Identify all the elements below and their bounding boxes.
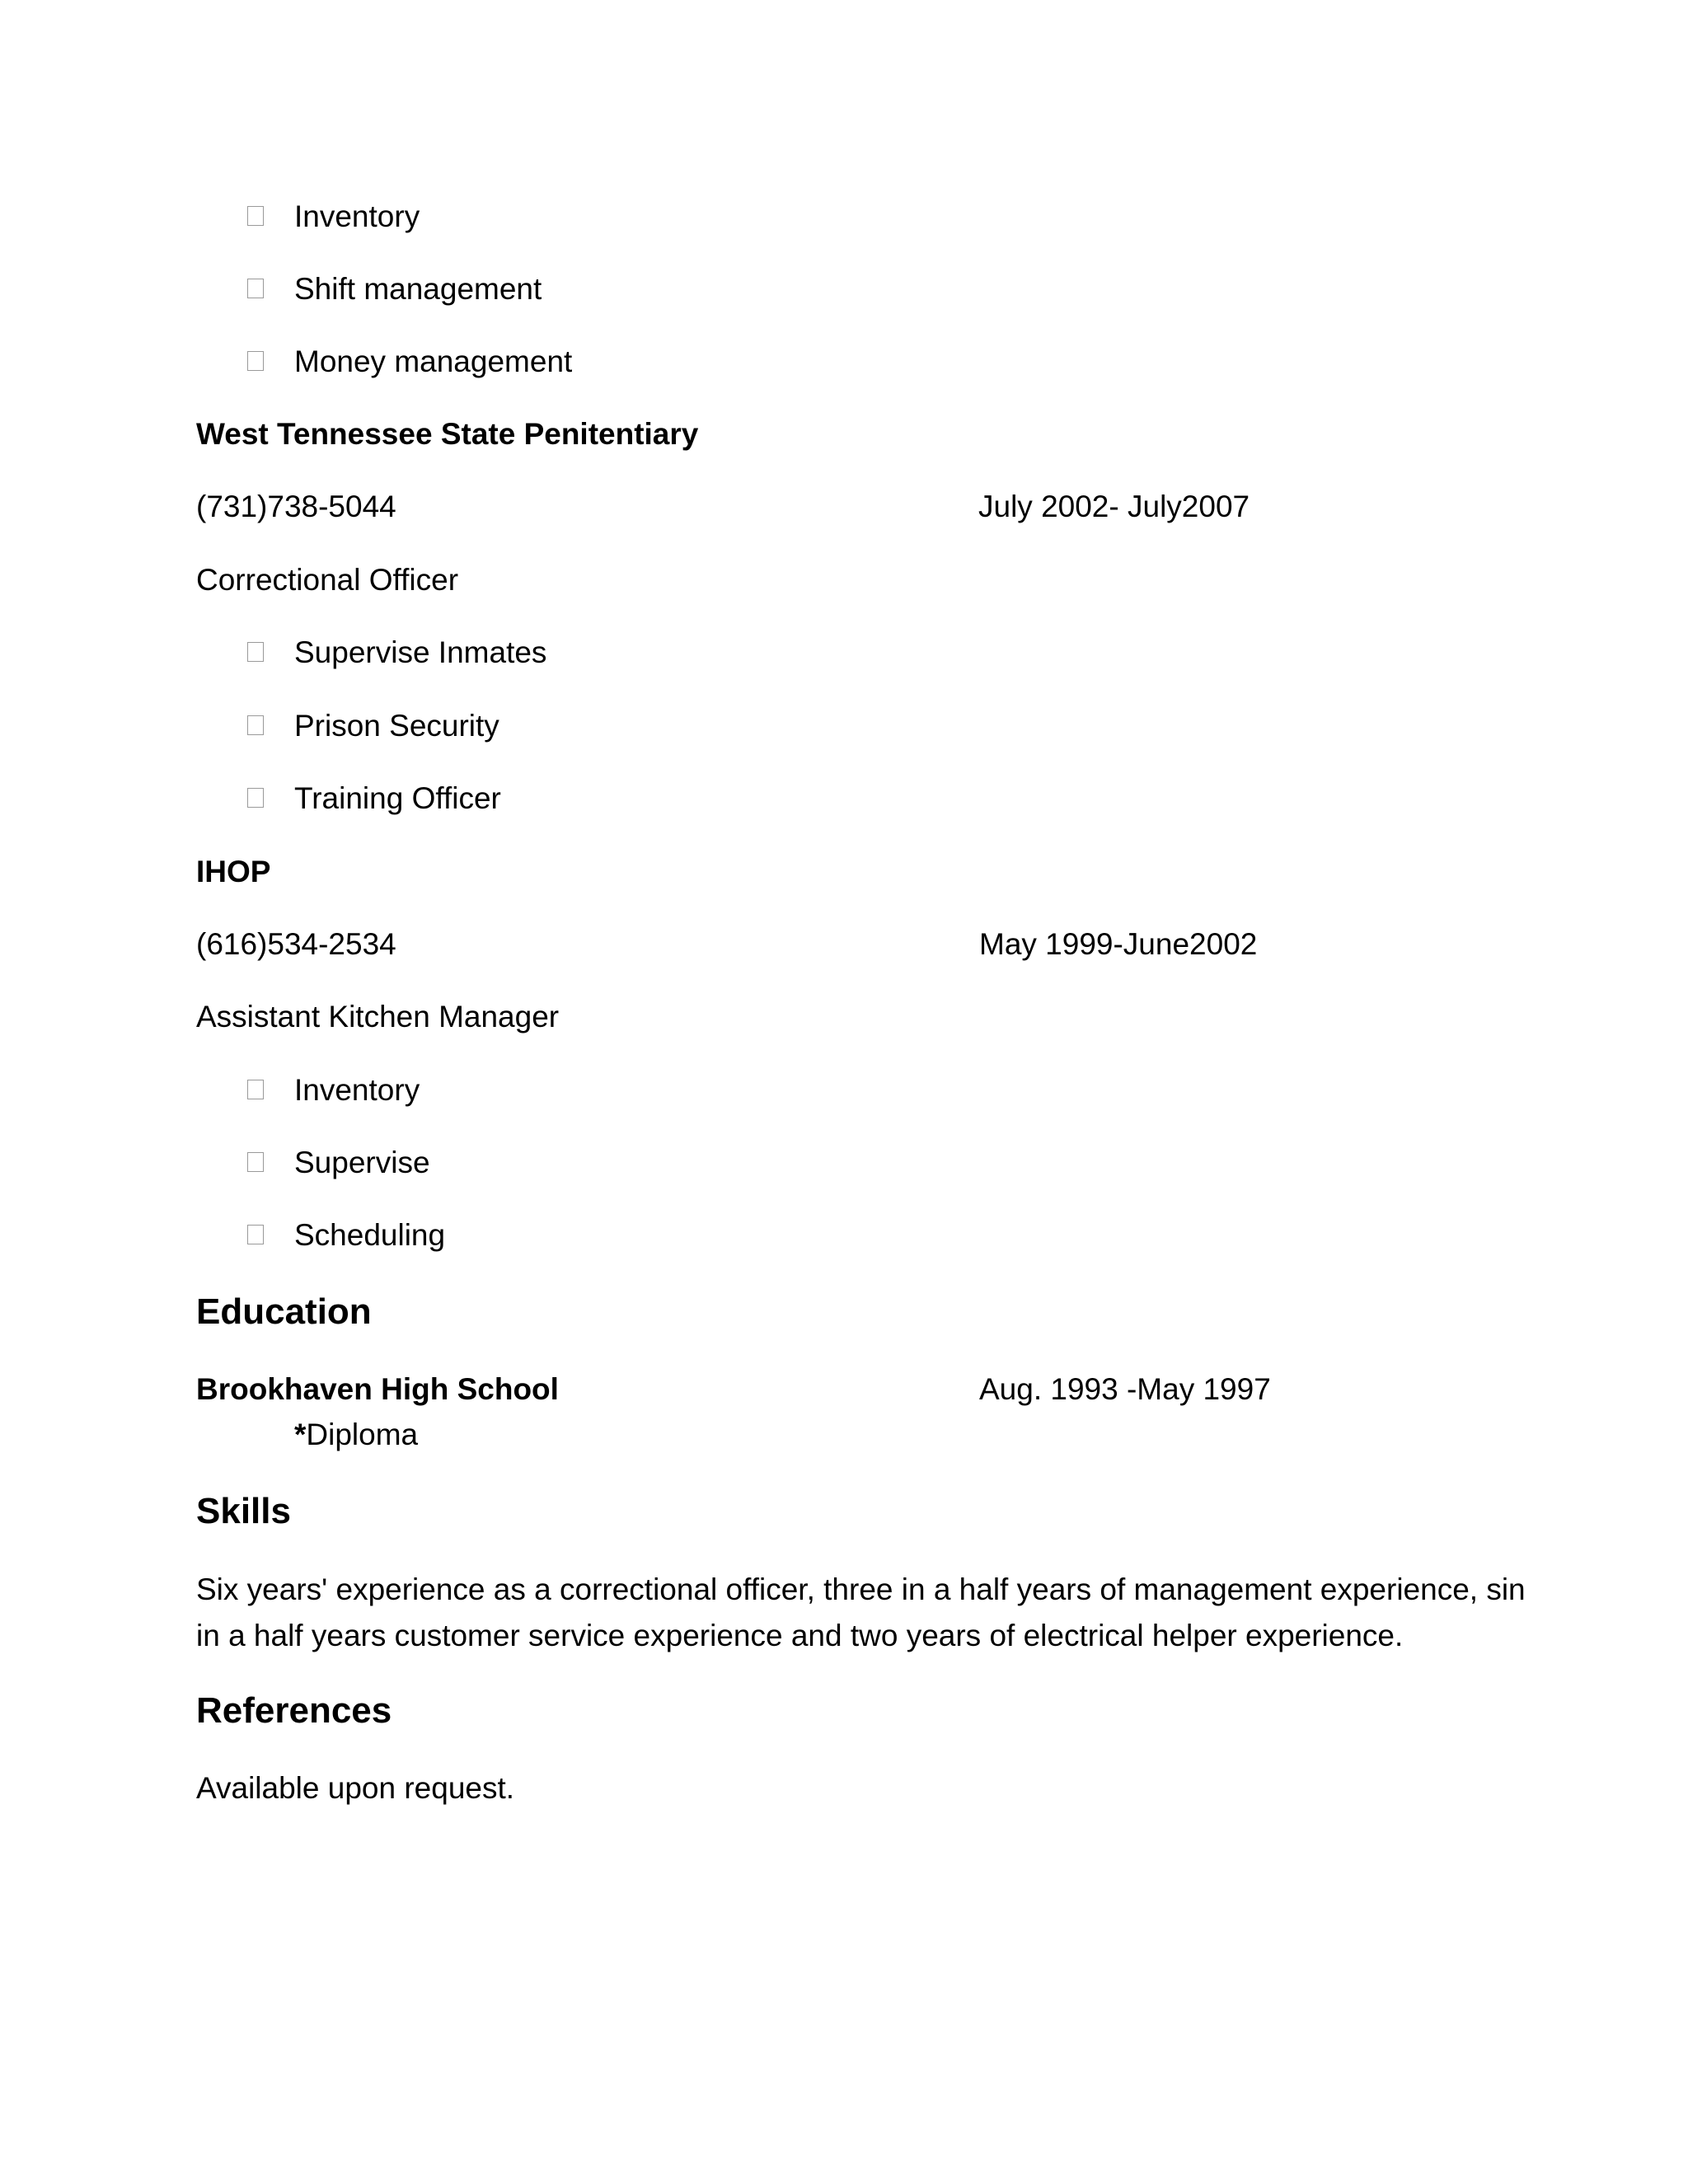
bullet-box-icon bbox=[247, 642, 264, 662]
bullet-box-icon bbox=[247, 715, 264, 735]
bullet-box-icon bbox=[247, 1080, 264, 1099]
bullet-text: Supervise Inmates bbox=[294, 635, 547, 669]
bullet-box-icon bbox=[247, 351, 264, 371]
employer-name: IHOP bbox=[196, 855, 271, 888]
section-heading-skills: Skills bbox=[196, 1491, 291, 1531]
diploma-line bbox=[294, 1416, 418, 1454]
skills-paragraph: Six years' experience as a correctional officer, three in a half years of management experience, sin in a half years customer service experience and two years of electrical helper experience. bbox=[196, 1572, 1526, 1652]
bullet-box-icon bbox=[247, 279, 264, 298]
education-dates: Aug. 1993 -May 1997 bbox=[979, 1372, 1271, 1406]
employment-dates: May 1999-June2002 bbox=[979, 927, 1258, 961]
bullet-box-icon bbox=[247, 206, 264, 226]
bullet-box-icon bbox=[247, 788, 264, 808]
bullet-text: Inventory bbox=[294, 1073, 420, 1107]
bullet-text: Prison Security bbox=[294, 709, 499, 743]
references-text: Available upon request. bbox=[196, 1771, 515, 1805]
section-heading-references: References bbox=[196, 1690, 392, 1731]
diploma-marker: * bbox=[294, 1418, 307, 1451]
section-heading-education: Education bbox=[196, 1291, 372, 1332]
bullet-text: Scheduling bbox=[294, 1218, 446, 1252]
bullet-box-icon bbox=[247, 1152, 264, 1172]
bullet-text: Inventory bbox=[294, 199, 420, 233]
bullet-box-icon bbox=[247, 1225, 264, 1244]
bullet-text: Training Officer bbox=[294, 781, 501, 815]
employer-name: West Tennessee State Penitentiary bbox=[196, 417, 699, 451]
job-title: Assistant Kitchen Manager bbox=[196, 1000, 560, 1033]
employer-phone: (731)738-5044 bbox=[196, 490, 396, 523]
employer-phone: (616)534-2534 bbox=[196, 927, 396, 961]
employment-dates: July 2002- July2007 bbox=[978, 490, 1250, 523]
bullet-text: Supervise bbox=[294, 1146, 430, 1179]
bullet-text: Money management bbox=[294, 344, 573, 378]
job-title: Correctional Officer bbox=[196, 563, 459, 597]
bullet-text: Shift management bbox=[294, 272, 542, 306]
diploma-text: Diploma bbox=[306, 1418, 419, 1451]
school-name: Brookhaven High School bbox=[196, 1372, 559, 1406]
